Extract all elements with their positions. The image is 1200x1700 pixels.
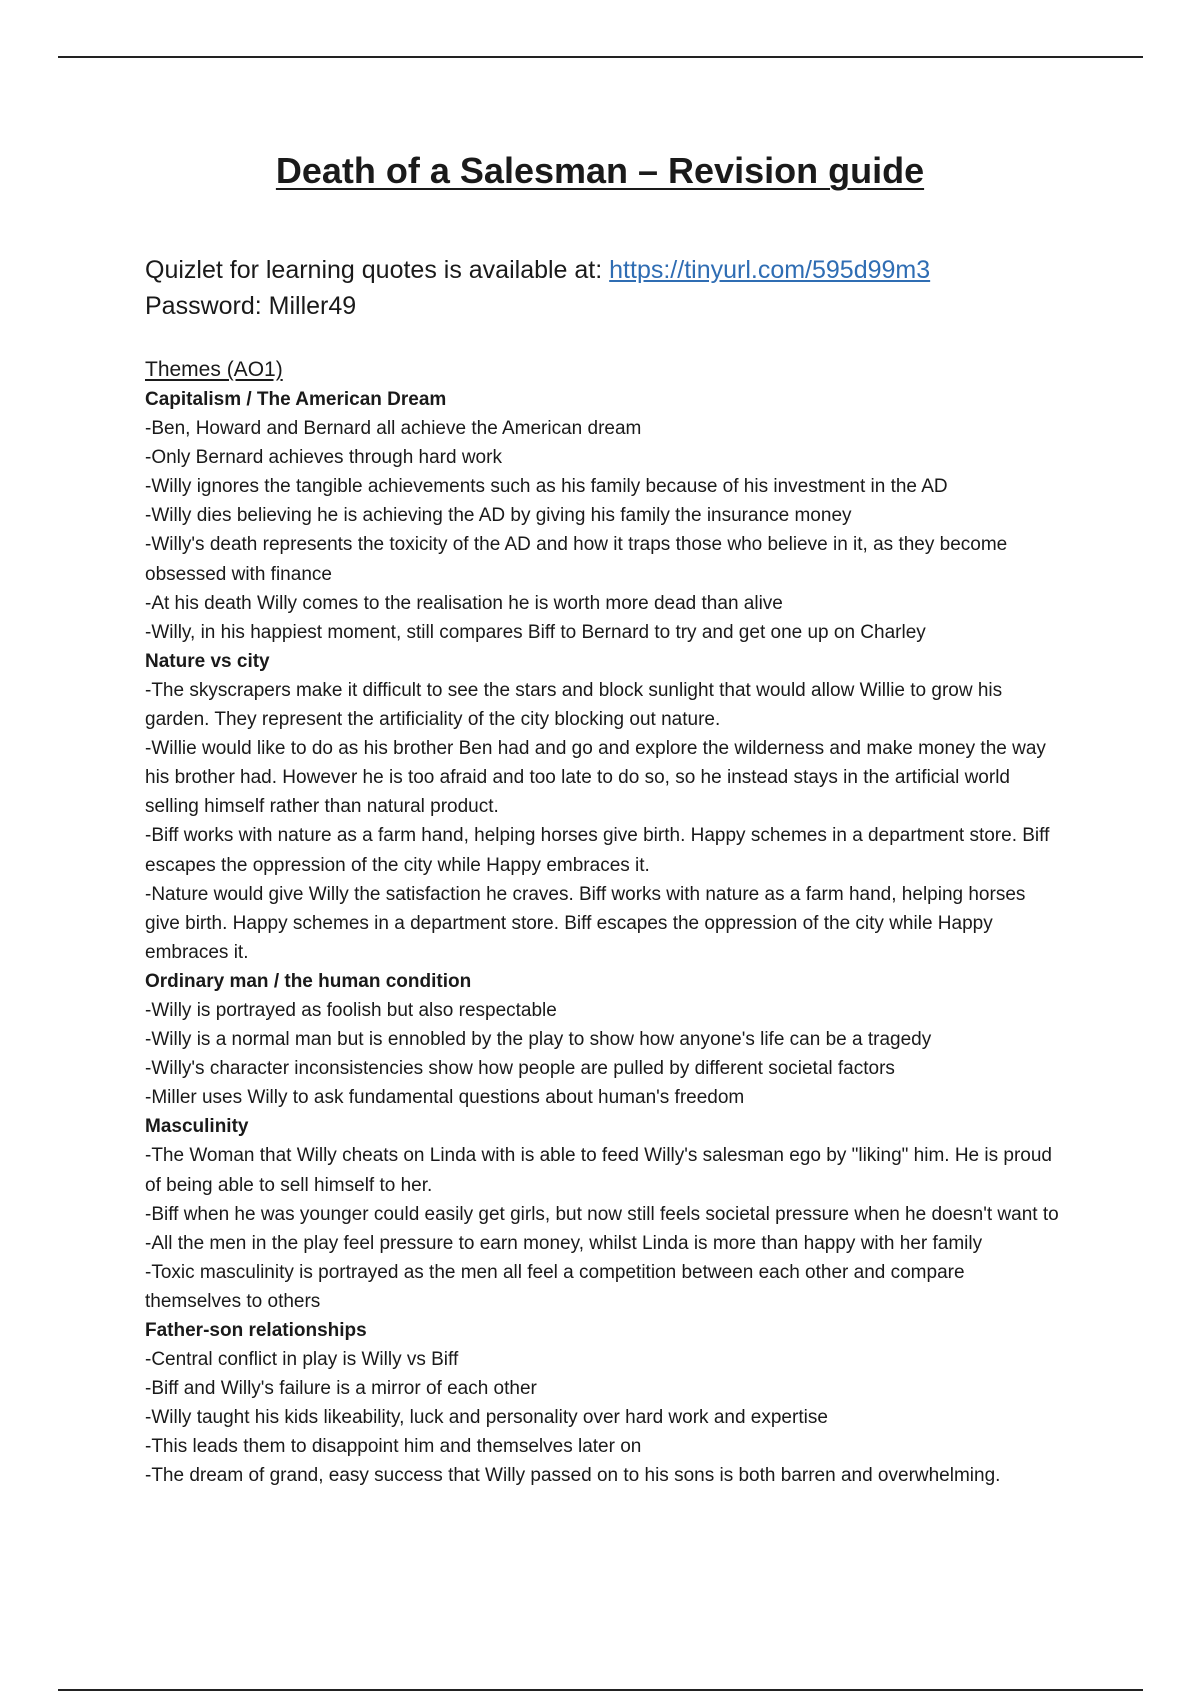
bullet-item: -Willy's character inconsistencies show how people are pulled by different societal factors <box>145 1058 895 1080</box>
page-title-text: Death of a Salesman – Revision guide <box>275 150 925 191</box>
page-title <box>0 147 1200 195</box>
section-masculinity <box>145 1112 1065 1316</box>
section-heading: Father-son relationships <box>145 1320 367 1341</box>
section-ordinary-man <box>145 967 1065 1112</box>
bullet-item: -Central conflict in play is Willy vs Biff <box>145 1349 459 1371</box>
bullet-item: -Ben, Howard and Bernard all achieve the American dream <box>145 418 642 440</box>
section-heading: Nature vs city <box>145 650 270 672</box>
bullet-item: -At his death Willy comes to the realisation he is worth more dead than alive <box>145 592 783 614</box>
bullet-item: -Willy ignores the tangible achievements such as his family because of his investment in the AD <box>145 476 948 498</box>
section-heading: Masculinity <box>145 1116 249 1138</box>
intro-block <box>145 252 1145 324</box>
bullet-item: -The skyscrapers make it difficult to see the stars and block sunlight that would allow Willie to grow his garden. They represent the artificiality of the city blocking out nature. <box>145 679 1003 731</box>
bullet-item: -Biff works with nature as a farm hand, helping horses give birth. Happy schemes in a department store. Biff escapes the oppression of the city while Happy embraces it. <box>145 825 1050 876</box>
themes-content <box>145 355 1065 1491</box>
section-capitalism <box>145 385 1065 647</box>
bullet-item: -Willy is a normal man but is ennobled by the play to show how anyone's life can be a tragedy <box>145 1029 932 1051</box>
bullet-item: -This leads them to disappoint him and themselves later on <box>145 1436 642 1458</box>
bullet-item: -Willy's death represents the toxicity of the AD and how it traps those who believe in it, as they become obsessed with finance <box>145 534 1008 585</box>
section-father-son <box>145 1316 1065 1491</box>
bullet-item: -Willy, in his happiest moment, still compares Biff to Bernard to try and get one up on Charley <box>145 621 926 643</box>
bullet-item: -Toxic masculinity is portrayed as the men all feel a competition between each other and compare themselves to others <box>145 1261 965 1312</box>
bullet-item: -Only Bernard achieves through hard work <box>145 447 502 469</box>
bullet-item: -Biff when he was younger could easily get girls, but now still feels societal pressure when he doesn't want to <box>145 1203 1059 1225</box>
section-heading: Ordinary man / the human condition <box>145 970 472 992</box>
quizlet-line <box>145 252 1145 288</box>
section-nature-vs-city <box>145 647 1065 967</box>
bullet-item: -The dream of grand, easy success that Willy passed on to his sons is both barren and overwhelming. <box>145 1465 1001 1487</box>
bullet-item: -Willy is portrayed as foolish but also respectable <box>145 999 557 1021</box>
bullet-item: -Willy taught his kids likeability, luck and personality over hard work and expertise <box>145 1407 828 1429</box>
quizlet-link[interactable]: https://tinyurl.com/595d99m3 <box>609 256 931 284</box>
bullet-item: -The Woman that Willy cheats on Linda with is able to feed Willy's salesman ego by "liking" him. He is proud of being able to sell himself to her. <box>145 1145 1052 1196</box>
bullet-item: -Nature would give Willy the satisfaction he craves. Biff works with nature as a farm hand, helping horses give birth. Happy schemes in a department store. Biff escapes the oppression of the city while Happy embraces it. <box>145 883 1026 963</box>
themes-heading: Themes (AO1) <box>145 358 283 381</box>
section-heading: Capitalism / The American Dream <box>145 389 447 410</box>
bullet-item: -All the men in the play feel pressure to earn money, whilst Linda is more than happy with her family <box>145 1232 983 1254</box>
bullet-item: -Willie would like to do as his brother Ben had and go and explore the wilderness and make money the way his brother had. However he is too afraid and too late to do so, so he instead stays in the artificial world selling himself rather than natural product. <box>145 738 1046 818</box>
bullet-item: -Willy dies believing he is achieving the AD by giving his family the insurance money <box>145 505 852 527</box>
bullet-item: -Miller uses Willy to ask fundamental questions about human's freedom <box>145 1087 745 1109</box>
quizlet-label: Quizlet for learning quotes is available at: <box>145 256 610 284</box>
password-line: Password: Miller49 <box>145 292 357 320</box>
top-rule <box>58 56 1143 58</box>
bullet-item: -Biff and Willy's failure is a mirror of each other <box>145 1378 537 1400</box>
bottom-rule <box>58 1689 1143 1691</box>
